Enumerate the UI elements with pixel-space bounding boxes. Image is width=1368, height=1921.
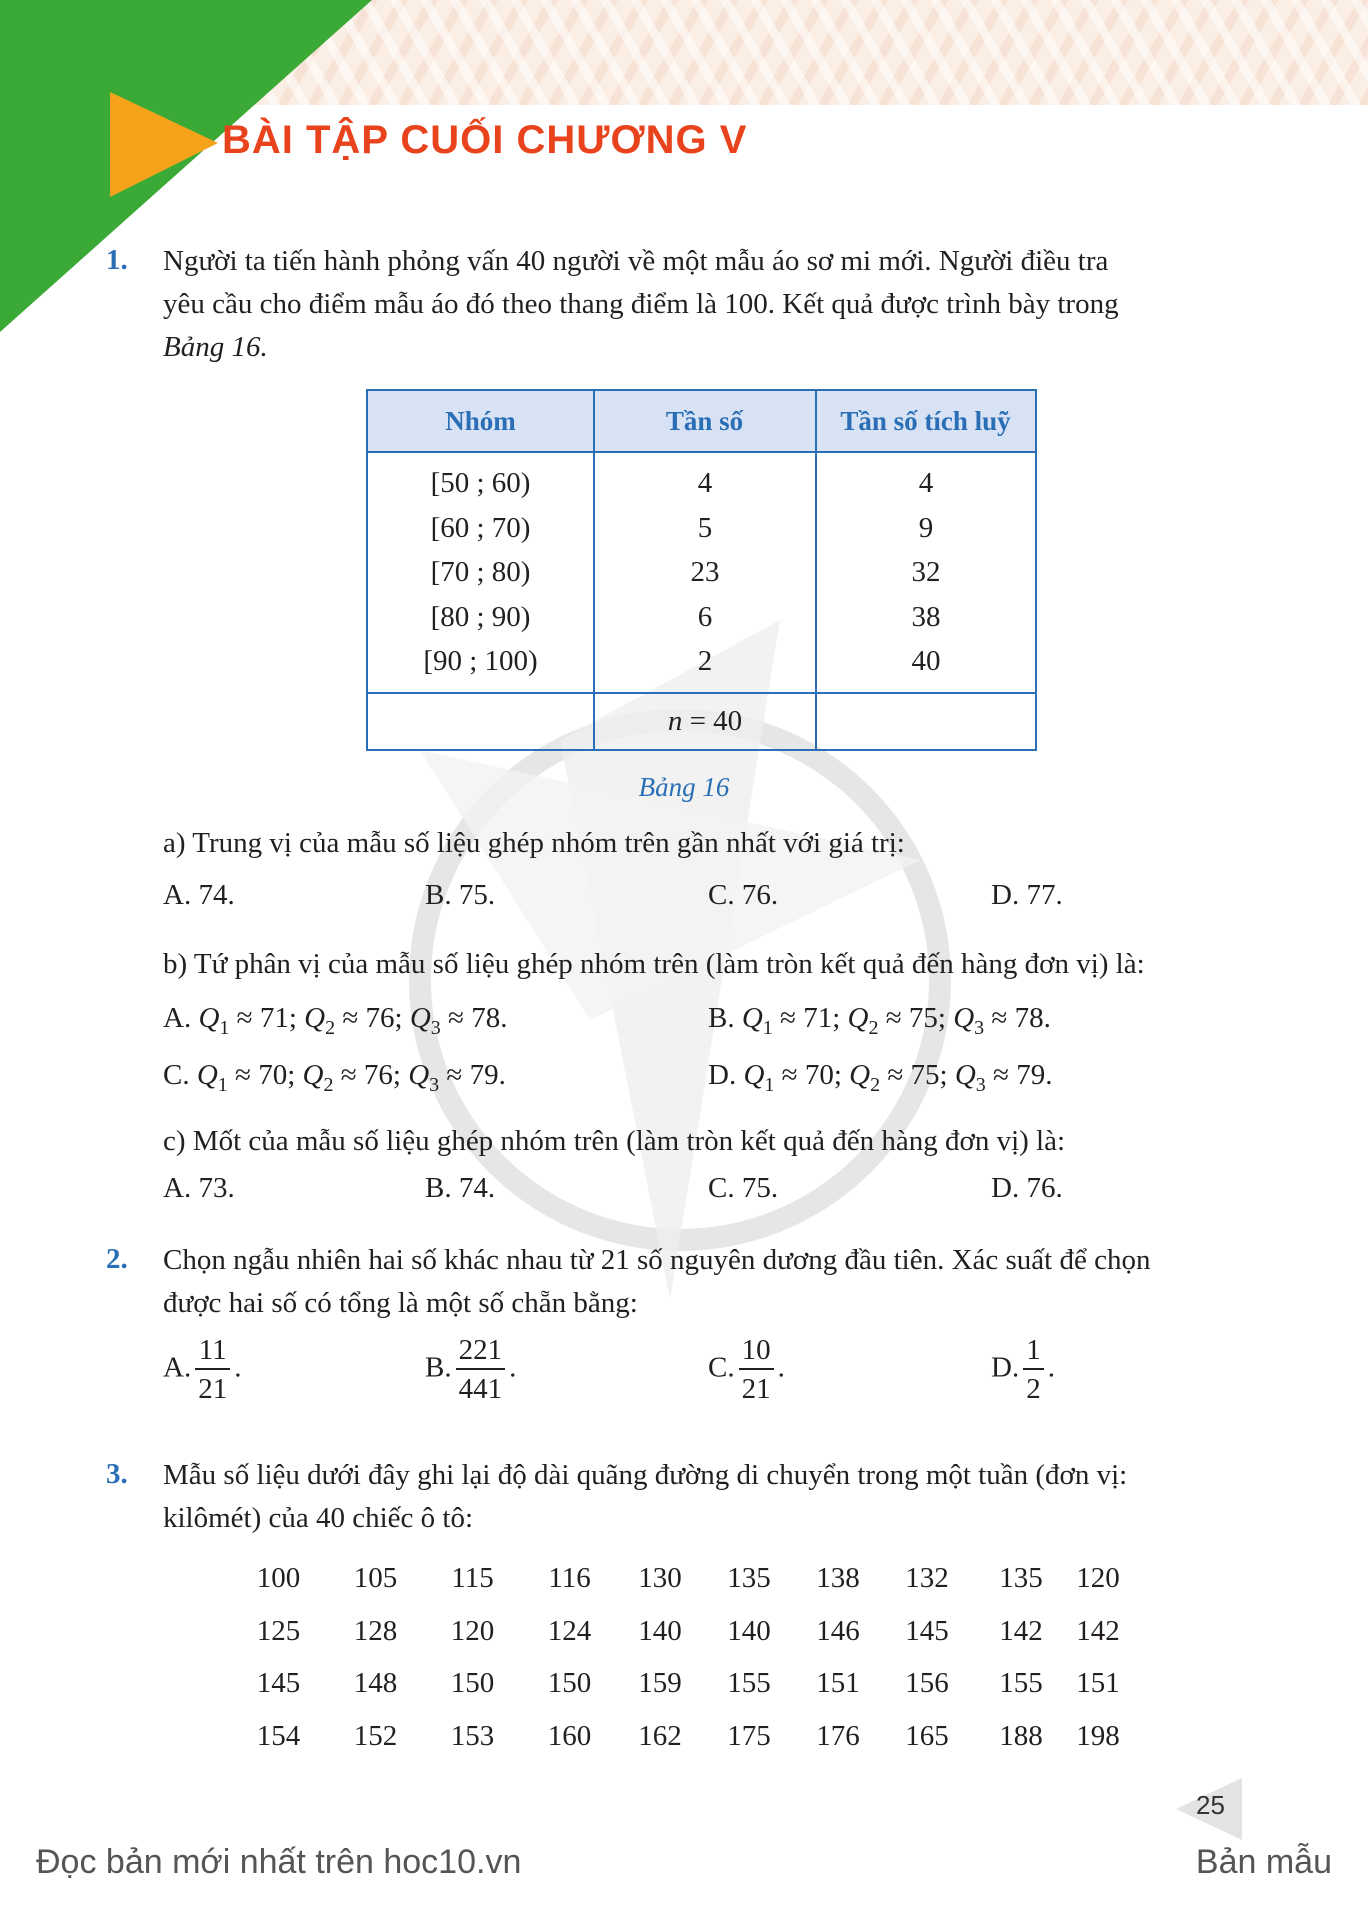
data-value: 135 — [999, 1562, 1043, 1594]
option-letter: B. — [708, 1002, 735, 1034]
fraction — [456, 1336, 506, 1404]
data-row — [230, 1657, 1128, 1710]
q2-option-b: B. $\frac{221}{441}$ . — [425, 1334, 517, 1405]
numerator: 11 — [195, 1336, 230, 1370]
q2-value: 76 — [365, 1002, 395, 1034]
question-2-number: 2. — [106, 1243, 128, 1275]
q2-option-a: A. $\frac{11}{21}$ . — [163, 1334, 242, 1405]
header-group: Nhóm — [445, 406, 516, 436]
q1-value: 70 — [258, 1059, 288, 1091]
data-value: 120 — [1076, 1562, 1120, 1594]
option-letter: A. — [163, 1002, 192, 1034]
data-value: 132 — [905, 1562, 949, 1594]
frequency-column — [595, 461, 815, 684]
data-value: 155 — [727, 1667, 771, 1699]
data-value: 151 — [816, 1667, 860, 1699]
footer-source-text: Đọc bản mới nhất trên hoc10.vn — [36, 1843, 522, 1881]
q3-value: 79 — [469, 1059, 499, 1091]
total-n-symbol: n — [667, 705, 683, 737]
q1b-option-c: C. $Q_1 \approx 70$; $Q_2 \approx 76$; $Q_3 \approx 79$. — [163, 1059, 506, 1096]
total-n-value: = 40 — [682, 705, 743, 737]
table-cell: 5 — [697, 511, 713, 544]
question-1-line-3: Bảng 16. — [163, 331, 268, 363]
data-value: 140 — [638, 1614, 682, 1647]
data-value: 154 — [256, 1719, 301, 1752]
data-value: 120 — [450, 1614, 495, 1647]
denominator: 2 — [1026, 1373, 1041, 1405]
table-cell: [70 ; 80) — [430, 556, 531, 588]
table-cell: 4 — [918, 467, 934, 499]
frequency-table — [366, 389, 1037, 751]
option-letter: C. — [708, 1351, 735, 1384]
data-row — [230, 1710, 1128, 1763]
data-value: 188 — [999, 1719, 1043, 1752]
data-value: 175 — [727, 1719, 771, 1752]
data-value: 145 — [256, 1667, 301, 1699]
table-cell: 23 — [690, 556, 720, 588]
fraction — [1023, 1336, 1044, 1404]
q3-value: 78 — [1014, 1002, 1044, 1034]
question-1b-text: b) Tứ phân vị của mẫu số liệu ghép nhóm trên (làm tròn kết quả đến hàng đơn vị) là: — [163, 948, 1145, 980]
q1-value: 71 — [803, 1002, 833, 1034]
data-value: 165 — [905, 1719, 949, 1752]
data-value: 115 — [451, 1562, 494, 1594]
q1c-option-b: B. 74. — [425, 1172, 496, 1204]
q1a-option-c: C. 76. — [708, 879, 779, 911]
fraction — [739, 1336, 774, 1404]
table-header-row — [368, 391, 1035, 453]
distance-data-grid — [230, 1552, 1128, 1762]
q1a-option-a: A. 74. — [163, 879, 235, 911]
header-frequency: Tần số — [665, 406, 744, 436]
q1a-option-d: D. 77. — [991, 879, 1063, 911]
numerator: 221 — [456, 1336, 506, 1370]
table-cell: [80 ; 90) — [430, 600, 531, 633]
question-1a-text: a) Trung vị của mẫu số liệu ghép nhóm trên gần nhất với giá trị: — [163, 827, 905, 859]
data-value: 148 — [353, 1667, 398, 1699]
q2-option-d: D. $\frac{1}{2}$ . — [991, 1334, 1055, 1405]
data-value: 130 — [638, 1562, 682, 1594]
table-cell: 6 — [697, 600, 713, 633]
chapter-title: BÀI TẬP CUỐI CHƯƠNG V — [222, 118, 748, 162]
data-value: 152 — [353, 1719, 398, 1752]
data-value: 142 — [999, 1614, 1043, 1647]
data-value: 145 — [905, 1614, 949, 1647]
data-value: 162 — [638, 1719, 682, 1752]
question-2-line-1: Chọn ngẫu nhiên hai số khác nhau từ 21 số nguyên dương đầu tiên. Xác suất để chọn — [163, 1244, 1151, 1276]
data-value: 151 — [1076, 1667, 1120, 1699]
q3-value: 78 — [471, 1002, 501, 1034]
q1-value: 71 — [259, 1002, 289, 1034]
question-3-line-1: Mẫu số liệu dưới đây ghi lại độ dài quãng đường di chuyển trong một tuần (đơn vị: — [163, 1459, 1128, 1491]
question-2-line-2: được hai số có tổng là một số chẵn bằng: — [163, 1287, 638, 1319]
q2-value: 76 — [363, 1059, 393, 1091]
header-cumulative: Tần số tích luỹ — [840, 406, 1011, 436]
table-cell: 9 — [918, 511, 934, 544]
option-letter: A. — [163, 1351, 192, 1384]
data-value: 155 — [999, 1667, 1043, 1699]
option-letter: B. — [425, 1351, 452, 1384]
q1c-option-c: C. 75. — [708, 1172, 779, 1204]
table-caption: Bảng 16 — [638, 772, 730, 802]
cumulative-column — [817, 461, 1035, 684]
denominator: 21 — [198, 1373, 228, 1405]
data-value: 142 — [1076, 1614, 1120, 1647]
q1c-option-a: A. 73. — [163, 1172, 235, 1204]
numerator: 10 — [739, 1336, 774, 1370]
table-cell: [90 ; 100) — [423, 645, 538, 677]
denominator: 21 — [741, 1373, 771, 1405]
q1a-option-b: B. 75. — [425, 879, 496, 911]
data-value: 140 — [727, 1614, 771, 1647]
data-value: 100 — [256, 1562, 301, 1594]
q1c-option-d: D. 76. — [991, 1172, 1063, 1204]
table-cell: 32 — [911, 556, 941, 588]
data-value: 153 — [450, 1719, 495, 1752]
data-value: 198 — [1076, 1719, 1120, 1752]
denominator: 441 — [458, 1373, 503, 1405]
data-value: 105 — [353, 1562, 398, 1594]
q2-option-c: C. $\frac{10}{21}$ . — [708, 1334, 785, 1405]
option-letter: C. — [163, 1059, 190, 1091]
data-value: 135 — [727, 1562, 771, 1594]
fraction — [195, 1336, 230, 1404]
question-1-number: 1. — [106, 244, 128, 276]
data-value: 160 — [547, 1719, 592, 1752]
q1b-option-d: D. $Q_1 \approx 70$; $Q_2 \approx 75$; $Q_3 \approx 79$. — [708, 1059, 1053, 1096]
table-cell: 40 — [911, 645, 941, 677]
data-value: 146 — [816, 1614, 860, 1647]
data-row — [230, 1552, 1128, 1605]
q1-value: 70 — [804, 1059, 834, 1091]
q2-value: 75 — [908, 1002, 938, 1034]
group-column — [368, 461, 593, 684]
data-value: 138 — [816, 1562, 860, 1594]
question-1-line-1: Người ta tiến hành phỏng vấn 40 người về một mẫu áo sơ mi mới. Người điều tra — [163, 245, 1109, 277]
question-3-line-2: kilômét) của 40 chiếc ô tô: — [163, 1502, 474, 1534]
option-letter: D. — [708, 1059, 737, 1091]
q1b-option-a: A. $Q_1 \approx 71$; $Q_2 \approx 76$; $Q_3 \approx 78$. — [163, 1002, 508, 1039]
numerator: 1 — [1023, 1336, 1044, 1370]
table-cell: [50 ; 60) — [430, 467, 531, 499]
data-value: 159 — [638, 1667, 682, 1699]
table-cell: 4 — [697, 467, 713, 499]
data-value: 125 — [256, 1614, 301, 1647]
data-value: 116 — [548, 1562, 591, 1594]
data-value: 150 — [547, 1667, 592, 1699]
total-cell — [595, 694, 815, 749]
q2-value: 75 — [910, 1059, 940, 1091]
data-value: 124 — [547, 1614, 592, 1647]
question-1c-text: c) Mốt của mẫu số liệu ghép nhóm trên (làm tròn kết quả đến hàng đơn vị) là: — [163, 1125, 1066, 1157]
option-letter: D. — [991, 1351, 1020, 1384]
data-row — [230, 1605, 1128, 1658]
question-1-line-2: yêu cầu cho điểm mẫu áo đó theo thang điểm là 100. Kết quả được trình bày trong — [163, 288, 1119, 320]
data-value: 176 — [816, 1719, 860, 1752]
table-cell: 2 — [697, 645, 713, 677]
data-value: 128 — [353, 1614, 398, 1647]
data-value: 150 — [450, 1667, 495, 1699]
question-3-number: 3. — [106, 1458, 128, 1490]
footer-sample-label: Bản mẫu — [1195, 1843, 1332, 1881]
q3-value: 79 — [1016, 1059, 1046, 1091]
table-cell: 38 — [911, 600, 941, 633]
data-value: 156 — [905, 1667, 949, 1699]
q1b-option-b: B. $Q_1 \approx 71$; $Q_2 \approx 75$; $Q_3 \approx 78$. — [708, 1002, 1051, 1039]
page-number: 25 — [1196, 1790, 1225, 1820]
table-cell: [60 ; 70) — [430, 511, 531, 544]
